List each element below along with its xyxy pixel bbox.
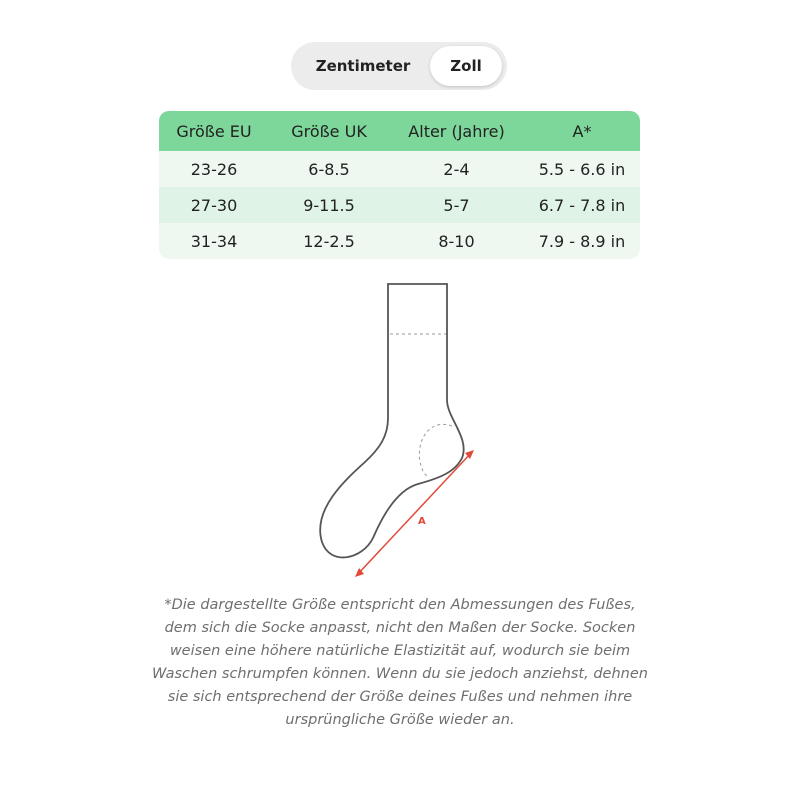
cell-age: 5-7 <box>443 195 470 215</box>
size-table <box>159 111 640 259</box>
cell-size-uk: 12-2.5 <box>303 231 355 251</box>
header-a: A* <box>572 121 592 141</box>
cell-a: 6.7 - 7.8 in <box>538 195 626 215</box>
table-row <box>159 151 640 187</box>
table-row <box>159 187 640 223</box>
unit-toggle <box>291 42 507 90</box>
cell-size-uk: 6-8.5 <box>308 159 350 179</box>
cell-size-eu: 23-26 <box>190 159 238 179</box>
header-age: Alter (Jahre) <box>408 121 505 141</box>
cell-age: 8-10 <box>438 231 475 251</box>
header-size-uk: Größe UK <box>291 121 367 141</box>
table-row <box>159 223 640 259</box>
cell-size-uk: 9-11.5 <box>303 195 355 215</box>
size-note: *Die dargestellte Größe entspricht den Abmessungen des Fußes, dem sich die Socke anpasst, nicht den Maßen der Socke. Socken weisen eine höhere natürliche Elastizität auf, wodurch sie beim Waschen schrumpfen können. Wenn du sie jedoch anziehst, dehnen sie sich entsprechend der Größe deines Fußes und nehmen ihre ursprüngliche Größe wieder an. <box>152 597 648 728</box>
cell-a: 7.9 - 8.9 in <box>538 231 626 251</box>
cell-size-eu: 31-34 <box>190 231 238 251</box>
sock-outline-icon <box>300 276 500 586</box>
measure-label: A <box>418 516 426 527</box>
sock-outline <box>320 284 464 557</box>
unit-option-zoll[interactable]: Zoll <box>430 46 502 86</box>
cell-a: 5.5 - 6.6 in <box>538 159 626 179</box>
header-size-eu: Größe EU <box>176 121 252 141</box>
unit-option-zentimeter[interactable]: Zentimeter <box>315 57 411 75</box>
cell-size-eu: 27-30 <box>190 195 238 215</box>
table-header-row <box>159 111 640 151</box>
cell-age: 2-4 <box>443 159 470 179</box>
